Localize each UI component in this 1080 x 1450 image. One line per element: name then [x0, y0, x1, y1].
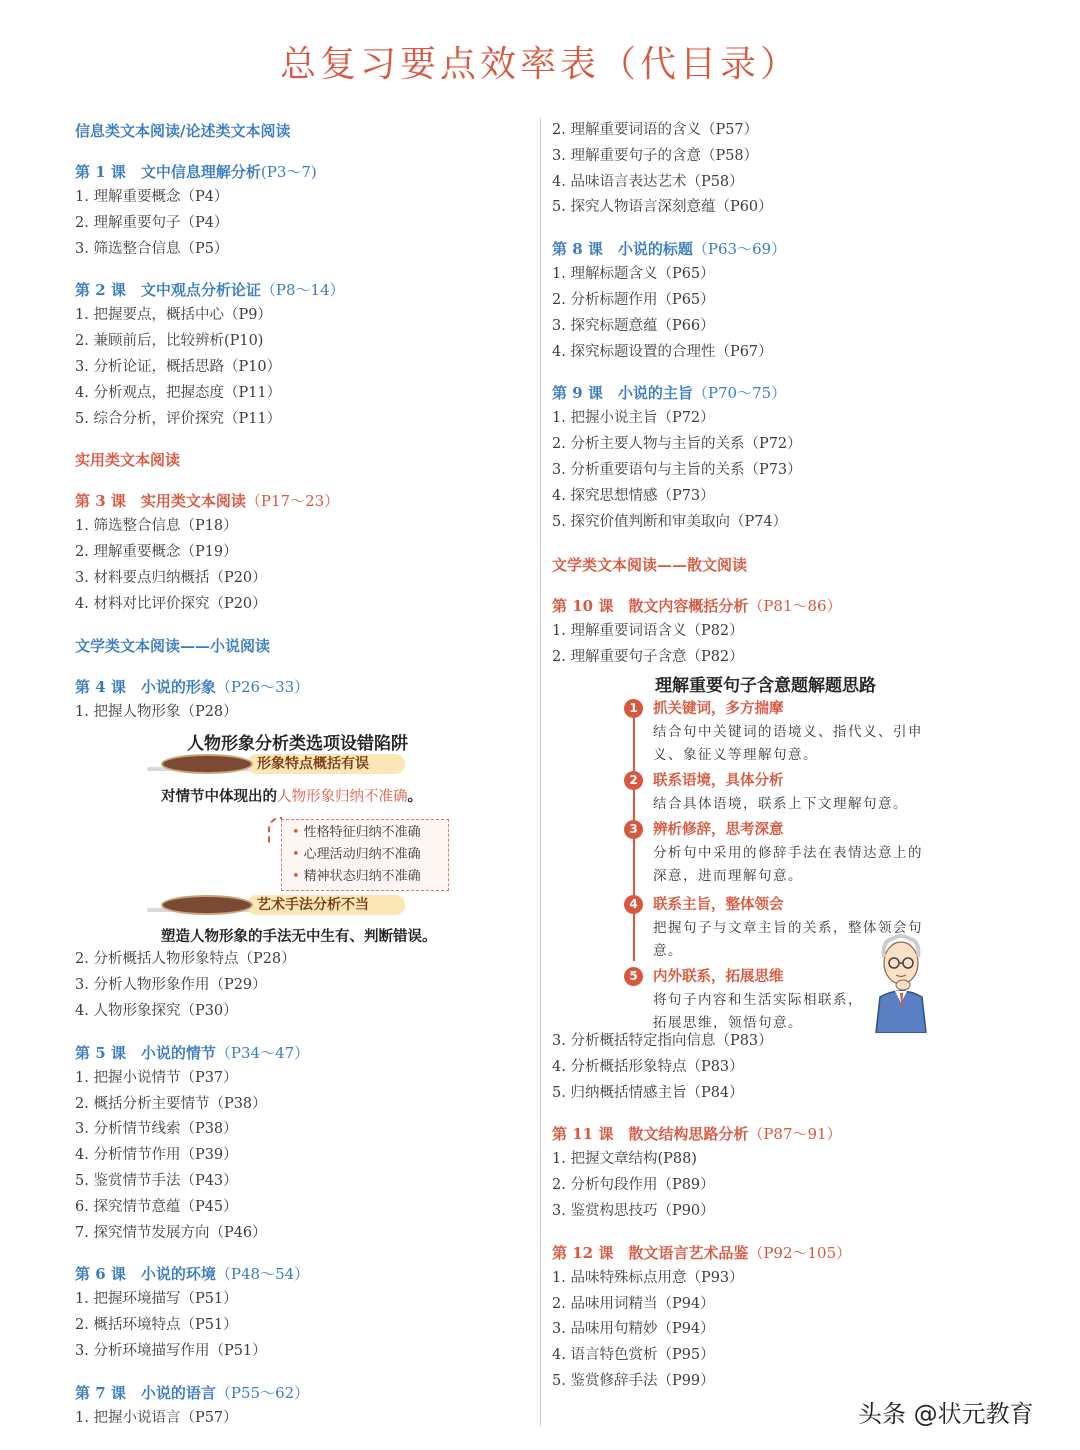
item-list	[75, 303, 535, 432]
lesson-heading: 第 6 课 小说的环境（P48～54）	[75, 1265, 310, 1284]
step-number-icon: 5	[624, 967, 643, 986]
trap-tag: 艺术手法分析不当	[247, 895, 405, 915]
list-item: 3. 探究标题意蕴（P66）	[552, 317, 715, 334]
step-number-icon: 3	[624, 820, 643, 839]
list-item: 1. 理解重要概念（P4）	[75, 189, 229, 205]
lesson-heading: 第 8 课 小说的标题（P63～69）	[552, 240, 787, 259]
method-infographic	[552, 671, 932, 1032]
list-item: 2. 分析主要人物与主旨的关系（P72）	[552, 436, 802, 453]
step-heading: 抓关键词，多方揣摩	[653, 700, 784, 717]
item-list	[552, 262, 1012, 365]
bean-icon	[161, 895, 253, 915]
list-item: 4. 探究思想情感（P73）	[552, 487, 715, 504]
list-item: 1. 把握小说主旨（P72）	[552, 410, 715, 427]
item-list	[75, 1066, 535, 1247]
page-title: 总复习要点效率表（代目录）	[279, 44, 800, 85]
trap-tag: 形象特点概括有误	[247, 754, 405, 774]
list-item: 3. 分析环境描写作用（P51）	[75, 1342, 267, 1359]
list-item: 2. 品味用词精当（P94）	[552, 1295, 715, 1312]
trap-points-box	[281, 819, 449, 891]
lesson-heading: 第 10 课 散文内容概括分析（P81～86）	[552, 597, 842, 616]
list-item: 7. 探究情节发展方向（P46）	[75, 1224, 267, 1241]
infographic-title: 理解重要句子含意题解题思路	[655, 675, 876, 696]
watermark: 头条 @状元教育	[858, 1400, 1034, 1428]
list-item: 4. 分析观点，把握态度（P11）	[75, 384, 282, 401]
item-list	[75, 1287, 535, 1364]
lesson-heading: 第 9 课 小说的主旨（P70～75）	[552, 384, 787, 403]
list-item: 2. 理解重要概念（P19）	[75, 544, 238, 561]
lesson-heading: 第 4 课 小说的形象（P26～33）	[75, 677, 310, 696]
list-item: 6. 探究情节意蕴（P45）	[75, 1198, 238, 1215]
list-item: 2. 理解重要词语的含义（P57）	[552, 122, 759, 138]
step-body: 把握句子与文章主旨的关系，整体领会句意。	[653, 919, 923, 960]
list-item: 1. 品味特殊标点用意（P93）	[552, 1269, 744, 1286]
step-body: 将句子内容和生活实际相联系，拓展思维，领悟句意。	[653, 991, 863, 1032]
list-item: 1. 筛选整合信息（P18）	[75, 518, 238, 535]
item-list	[75, 1406, 535, 1432]
bean-icon	[161, 754, 253, 774]
trap-infographic	[75, 725, 535, 947]
list-item: 3. 分析概括特定指向信息（P83）	[552, 1032, 773, 1049]
list-item: 2. 兼顾前后，比较辨析(P10)	[75, 333, 264, 350]
step-heading: 联系语境，具体分析	[653, 772, 784, 789]
section-heading: 实用类文本阅读	[75, 451, 181, 470]
list-item: 2. 分析标题作用（P65）	[552, 291, 715, 308]
trap-point: • 性格特征归纳不准确	[292, 825, 421, 841]
list-item: 1. 把握环境描写（P51）	[75, 1291, 238, 1308]
list-item: 2. 分析概括人物形象特点（P28）	[75, 951, 296, 968]
list-item: 2. 概括环境特点（P51）	[75, 1317, 238, 1334]
item-list	[552, 406, 1012, 535]
arrow-icon	[268, 817, 282, 843]
trap-statement: 塑造人物形象的手法无中生有、判断错误。	[161, 929, 437, 946]
list-item: 1. 把握小说语言（P57）	[75, 1409, 238, 1426]
list-item: 4. 材料对比评价探究（P20）	[75, 595, 267, 612]
lesson-heading: 第 11 课 散文结构思路分析（P87～91）	[552, 1125, 842, 1144]
step-heading: 辨析修辞，思考深意	[653, 821, 784, 838]
list-item: 4. 分析情节作用（P39）	[75, 1147, 238, 1164]
step-number-icon: 1	[624, 699, 643, 718]
list-item: 3. 理解重要句子的含意（P58）	[552, 147, 759, 164]
list-item: 4. 人物形象探究（P30）	[75, 1002, 238, 1019]
lesson-heading: 第 3 课 实用类文本阅读（P17～23）	[75, 492, 340, 511]
item-list	[75, 947, 535, 1024]
list-item: 5. 鉴赏修辞手法（P99）	[552, 1372, 715, 1389]
column-divider	[540, 118, 541, 1426]
list-item: 5. 探究价值判断和审美取向（P74）	[552, 513, 788, 530]
section-heading: 文学类文本阅读——散文阅读	[552, 556, 748, 575]
list-item: 3. 分析人物形象作用（P29）	[75, 977, 267, 994]
list-item: 3. 分析重要语句与主旨的关系（P73）	[552, 461, 802, 478]
lesson-heading: 第 7 课 小说的语言（P55～62）	[75, 1383, 310, 1402]
step-body: 结合具体语境，联系上下文理解句意。	[653, 795, 908, 812]
list-item: 5. 归纳概括情感主旨（P84）	[552, 1084, 744, 1101]
list-item: 2. 理解重要句子含意（P82）	[552, 649, 744, 666]
list-item: 1. 把握要点，概括中心（P9）	[75, 307, 272, 324]
item-list	[552, 1266, 1012, 1395]
list-item: 3. 分析情节线索（P38）	[75, 1121, 238, 1138]
item-list	[552, 1147, 1012, 1224]
left-column	[75, 118, 535, 1432]
item-list	[75, 514, 535, 617]
list-item: 4. 分析概括形象特点（P83）	[552, 1058, 744, 1075]
list-item: 4. 探究标题设置的合理性（P67）	[552, 343, 773, 360]
list-item: 5. 鉴赏情节手法（P43）	[75, 1172, 238, 1189]
step-body: 分析句中采用的修辞手法在表情达意上的深意，进而理解句意。	[653, 844, 923, 885]
list-item: 5. 综合分析，评价探究（P11）	[75, 410, 282, 427]
step-number-icon: 4	[624, 895, 643, 914]
section-heading: 文学类文本阅读——小说阅读	[75, 636, 271, 655]
list-item: 3. 鉴赏构思技巧（P90）	[552, 1202, 715, 1219]
list-item: 3. 材料要点归纳概括（P20）	[75, 569, 267, 586]
item-list	[552, 118, 1012, 221]
item-list	[75, 700, 535, 726]
list-item: 2. 概括分析主要情节（P38）	[75, 1095, 267, 1112]
lesson-heading: 第 5 课 小说的情节（P34～47）	[75, 1043, 310, 1062]
list-item: 4. 语言特色赏析（P95）	[552, 1347, 715, 1364]
step-body: 结合句中关键词的语境义、指代义、引申义、象征义等理解句意。	[653, 723, 923, 764]
lesson-heading: 第 2 课 文中观点分析论证（P8～14）	[75, 281, 345, 300]
section-heading: 信息类文本阅读/论述类文本阅读	[75, 122, 291, 140]
trap-point: • 精神状态归纳不准确	[292, 869, 421, 885]
item-list	[552, 619, 1012, 671]
list-item: 3. 品味用句精妙（P94）	[552, 1321, 715, 1338]
item-list	[75, 185, 535, 262]
trap-statement: 对情节中体现出的人物形象归纳不准确。	[161, 789, 422, 806]
lesson-heading: 第 12 课 散文语言艺术品鉴（P92～105）	[552, 1243, 852, 1262]
list-item: 3. 分析论证，概括思路（P10）	[75, 358, 282, 375]
lesson-heading: 第 1 课 文中信息理解分析(P3～7)	[75, 163, 317, 181]
list-item: 1. 理解重要词语含义（P82）	[552, 623, 744, 640]
step-heading: 联系主旨，整体领会	[653, 896, 784, 913]
list-item: 1. 把握人物形象（P28）	[75, 703, 238, 720]
right-column	[552, 118, 1012, 1395]
list-item: 2. 理解重要句子（P4）	[75, 214, 229, 231]
thinking-man-illustration	[870, 927, 932, 1033]
list-item: 1. 理解标题含义（P65）	[552, 266, 715, 283]
list-item: 2. 分析句段作用（P89）	[552, 1177, 715, 1194]
infographic-title: 人物形象分析类选项设错陷阱	[187, 734, 408, 755]
trap-point: • 心理活动归纳不准确	[292, 847, 421, 863]
list-item: 3. 筛选整合信息（P5）	[75, 240, 229, 257]
list-item: 1. 把握文章结构(P88)	[552, 1151, 697, 1168]
step-heading: 内外联系，拓展思维	[653, 968, 784, 985]
list-item: 1. 把握小说情节（P37）	[75, 1069, 238, 1086]
step-number-icon: 2	[624, 771, 643, 790]
list-item: 5. 探究人物语言深刻意蕴（P60）	[552, 199, 773, 216]
list-item: 4. 品味语言表达艺术（P58）	[552, 173, 744, 190]
item-list	[552, 1029, 1012, 1106]
